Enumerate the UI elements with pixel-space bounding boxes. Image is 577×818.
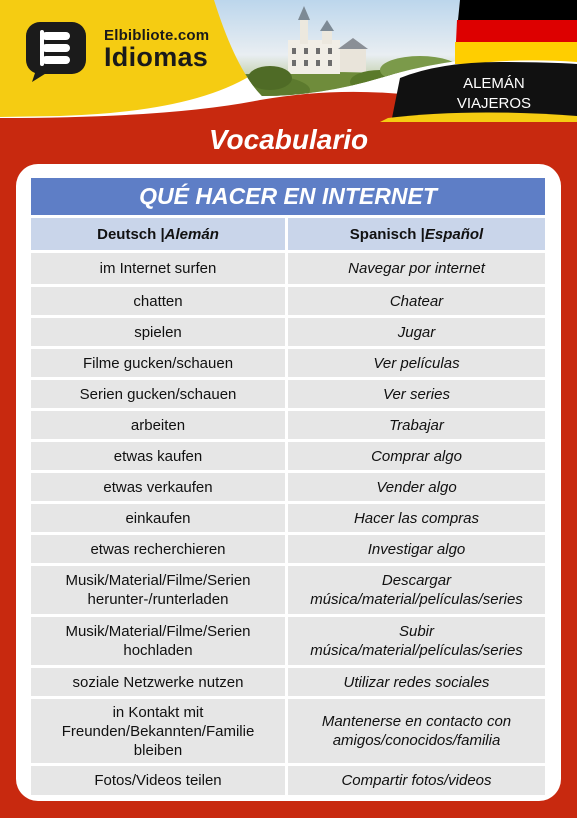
column-header-deutsch xyxy=(31,218,285,250)
logo-icon xyxy=(24,20,94,82)
table-row xyxy=(31,287,545,315)
cell-espanol: Subir música/material/películas/series xyxy=(288,617,545,665)
cell-deutsch: etwas verkaufen xyxy=(31,473,285,501)
cell-deutsch: etwas recherchieren xyxy=(31,535,285,563)
cell-deutsch: Serien gucken/schauen xyxy=(31,380,285,408)
cell-espanol: Mantenerse en contacto con amigos/conocidos/familia xyxy=(288,699,545,763)
cell-deutsch: Fotos/Videos teilen xyxy=(31,766,285,795)
cell-espanol: Investigar algo xyxy=(288,535,545,563)
table-row xyxy=(31,535,545,563)
page-title: Vocabulario xyxy=(208,124,369,155)
table-row xyxy=(31,566,545,614)
column-header-spanisch xyxy=(288,218,545,250)
table-row xyxy=(31,699,545,763)
table-row xyxy=(31,766,545,795)
cell-deutsch: im Internet surfen xyxy=(31,253,285,284)
table-row xyxy=(31,617,545,665)
header xyxy=(0,0,577,122)
course-language: ALEMÁN xyxy=(463,75,525,92)
cell-espanol: Ver películas xyxy=(288,349,545,377)
cell-espanol: Trabajar xyxy=(288,411,545,439)
cell-espanol: Hacer las compras xyxy=(288,504,545,532)
cell-deutsch: einkaufen xyxy=(31,504,285,532)
cell-deutsch: Musik/Material/Filme/Serien hochladen xyxy=(31,617,285,665)
cell-deutsch: in Kontakt mit Freunden/Bekannten/Familie bleiben xyxy=(31,699,285,763)
brand-site: Elbibliote.com xyxy=(104,27,210,44)
cell-deutsch: spielen xyxy=(31,318,285,346)
table-row xyxy=(31,349,545,377)
table-header-row xyxy=(31,218,545,250)
table-row xyxy=(31,411,545,439)
cell-espanol: Chatear xyxy=(288,287,545,315)
column-header-deutsch-label-es: Alemán xyxy=(164,225,219,243)
cell-espanol: Utilizar redes sociales xyxy=(288,668,545,696)
cell-deutsch: arbeiten xyxy=(31,411,285,439)
cell-espanol: Jugar xyxy=(288,318,545,346)
cell-espanol: Ver series xyxy=(288,380,545,408)
table-row xyxy=(31,668,545,696)
table-row xyxy=(31,504,545,532)
table-row xyxy=(31,380,545,408)
cell-espanol: Compartir fotos/videos xyxy=(288,766,545,795)
cell-deutsch: Musik/Material/Filme/Serien herunter-/runterladen xyxy=(31,566,285,614)
cell-espanol: Comprar algo xyxy=(288,442,545,470)
course-level: VIAJEROS xyxy=(456,95,531,112)
table-row xyxy=(31,318,545,346)
cell-espanol: Vender algo xyxy=(288,473,545,501)
cell-deutsch: Filme gucken/schauen xyxy=(31,349,285,377)
table-row xyxy=(31,442,545,470)
column-header-spanisch-label-es: Español xyxy=(424,225,484,243)
cell-deutsch: soziale Netzwerke nutzen xyxy=(31,668,285,696)
table-row xyxy=(31,253,545,284)
brand xyxy=(104,27,209,70)
vocabulary-table xyxy=(31,178,545,798)
cell-deutsch: etwas kaufen xyxy=(31,442,285,470)
course-label xyxy=(457,74,531,114)
german-flag-icon xyxy=(455,0,577,64)
table-banner: QUÉ HACER EN INTERNET xyxy=(31,178,545,215)
brand-name: Idiomas xyxy=(104,42,209,72)
table-body xyxy=(31,253,545,795)
cell-espanol: Descargar música/material/películas/series xyxy=(288,566,545,614)
column-header-spanisch-label: Spanisch | xyxy=(349,225,425,243)
cell-deutsch: chatten xyxy=(31,287,285,315)
table-row xyxy=(31,473,545,501)
column-header-deutsch-label: Deutsch | xyxy=(97,225,165,243)
cell-espanol: Navegar por internet xyxy=(288,253,545,284)
